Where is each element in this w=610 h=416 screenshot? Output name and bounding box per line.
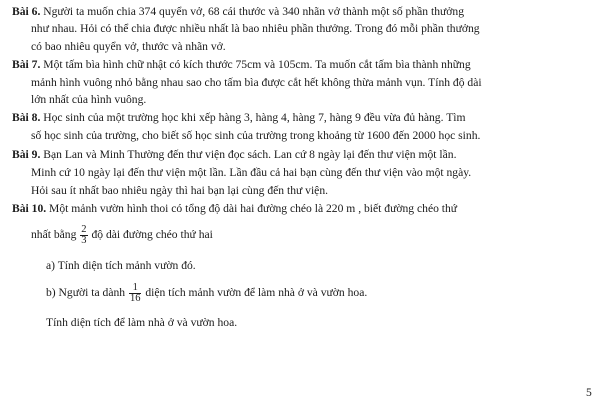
exercise-9-text-2: Minh cứ 10 ngày lại đến thư viện một lần. Lần đầu cả hai bạn cùng đến thư viện vào một ngày. — [31, 166, 472, 179]
exercise-10-part-b-pre: b) Người ta dành — [46, 286, 128, 299]
page-number: 5 — [586, 386, 592, 399]
exercise-10-text-1: Một mảnh vườn hình thoi có tổng độ dài hai đường chéo là 220 m , biết đường chéo thứ — [46, 202, 458, 215]
exercise-10-text-2-pre: nhất bằng — [31, 228, 80, 241]
exercise-7-line-1 — [12, 58, 471, 72]
exercise-9-label: Bài 9. — [12, 148, 41, 161]
fraction-numerator: 2 — [81, 223, 87, 235]
exercise-10-part-b-post: diện tích mảnh vườn để làm nhà ở và vườn hoa. — [142, 286, 368, 299]
exercise-8-text-1: Học sinh của một trường học khi xếp hàng 3, hàng 4, hàng 7, hàng 9 đều vừa đủ hàng. Tìm — [40, 111, 466, 124]
exercise-6-line-1 — [12, 5, 464, 19]
exercise-10-line-1 — [12, 202, 457, 216]
exercise-10-part-a: a) Tính diện tích mảnh vườn đó. — [46, 259, 196, 272]
exercise-9-text-1: Bạn Lan và Minh Thường đến thư viện đọc sách. Lan cứ 8 ngày lại đến thư viện một lần. — [40, 148, 457, 161]
exercise-10-conclusion: Tính diện tích để làm nhà ở và vườn hoa. — [46, 316, 238, 329]
exercise-10-text-2-post: độ dài đường chéo thứ hai — [88, 228, 213, 241]
exercise-9-line-1 — [12, 148, 457, 162]
fraction-denominator: 3 — [81, 234, 87, 246]
fraction-one-sixteenth — [129, 283, 142, 304]
exercise-8-text-2: số học sinh của trường, cho biết số học sinh của trường trong khoảng từ 1600 đến 2000 học sinh. — [31, 129, 481, 142]
exercise-7-label: Bài 7. — [12, 58, 41, 71]
exercise-6-text-1: Người ta muốn chia 374 quyển vở, 68 cái thước và 340 nhãn vở thành một số phần thưởng — [40, 5, 465, 18]
exercise-7-text-1: Một tấm bìa hình chữ nhật có kích thước 75cm và 105cm. Ta muốn cắt tấm bìa thành những — [40, 58, 471, 71]
exercise-9-text-3: Hỏi sau ít nhất bao nhiêu ngày thì hai bạn lại cùng đến thư viện. — [31, 184, 329, 197]
exercise-7-text-3: lớn nhất của hình vuông. — [31, 93, 147, 106]
exercise-8-label: Bài 8. — [12, 111, 41, 124]
exercise-6-text-3: có bao nhiêu quyển vở, thước và nhãn vở. — [31, 40, 226, 53]
fraction-denominator: 16 — [129, 292, 141, 304]
exercise-10-part-b — [46, 281, 367, 305]
exercise-6-label: Bài 6. — [12, 5, 41, 18]
exercise-8-line-1 — [12, 111, 466, 125]
exercise-6-text-2: như nhau. Hỏi có thể chia được nhiều nhất là bao nhiêu phần thưởng. Trong đó mỗi phần thưởng — [31, 22, 480, 35]
exercise-10-label: Bài 10. — [12, 202, 47, 215]
fraction-numerator: 1 — [129, 283, 142, 294]
exercise-7-text-2: mảnh hình vuông nhỏ bằng nhau sao cho tấm bìa được cắt hết không thừa mảnh vụn. Tính độ dài — [31, 76, 482, 89]
exercise-10-line-2 — [31, 223, 213, 247]
fraction-two-thirds — [80, 225, 87, 246]
